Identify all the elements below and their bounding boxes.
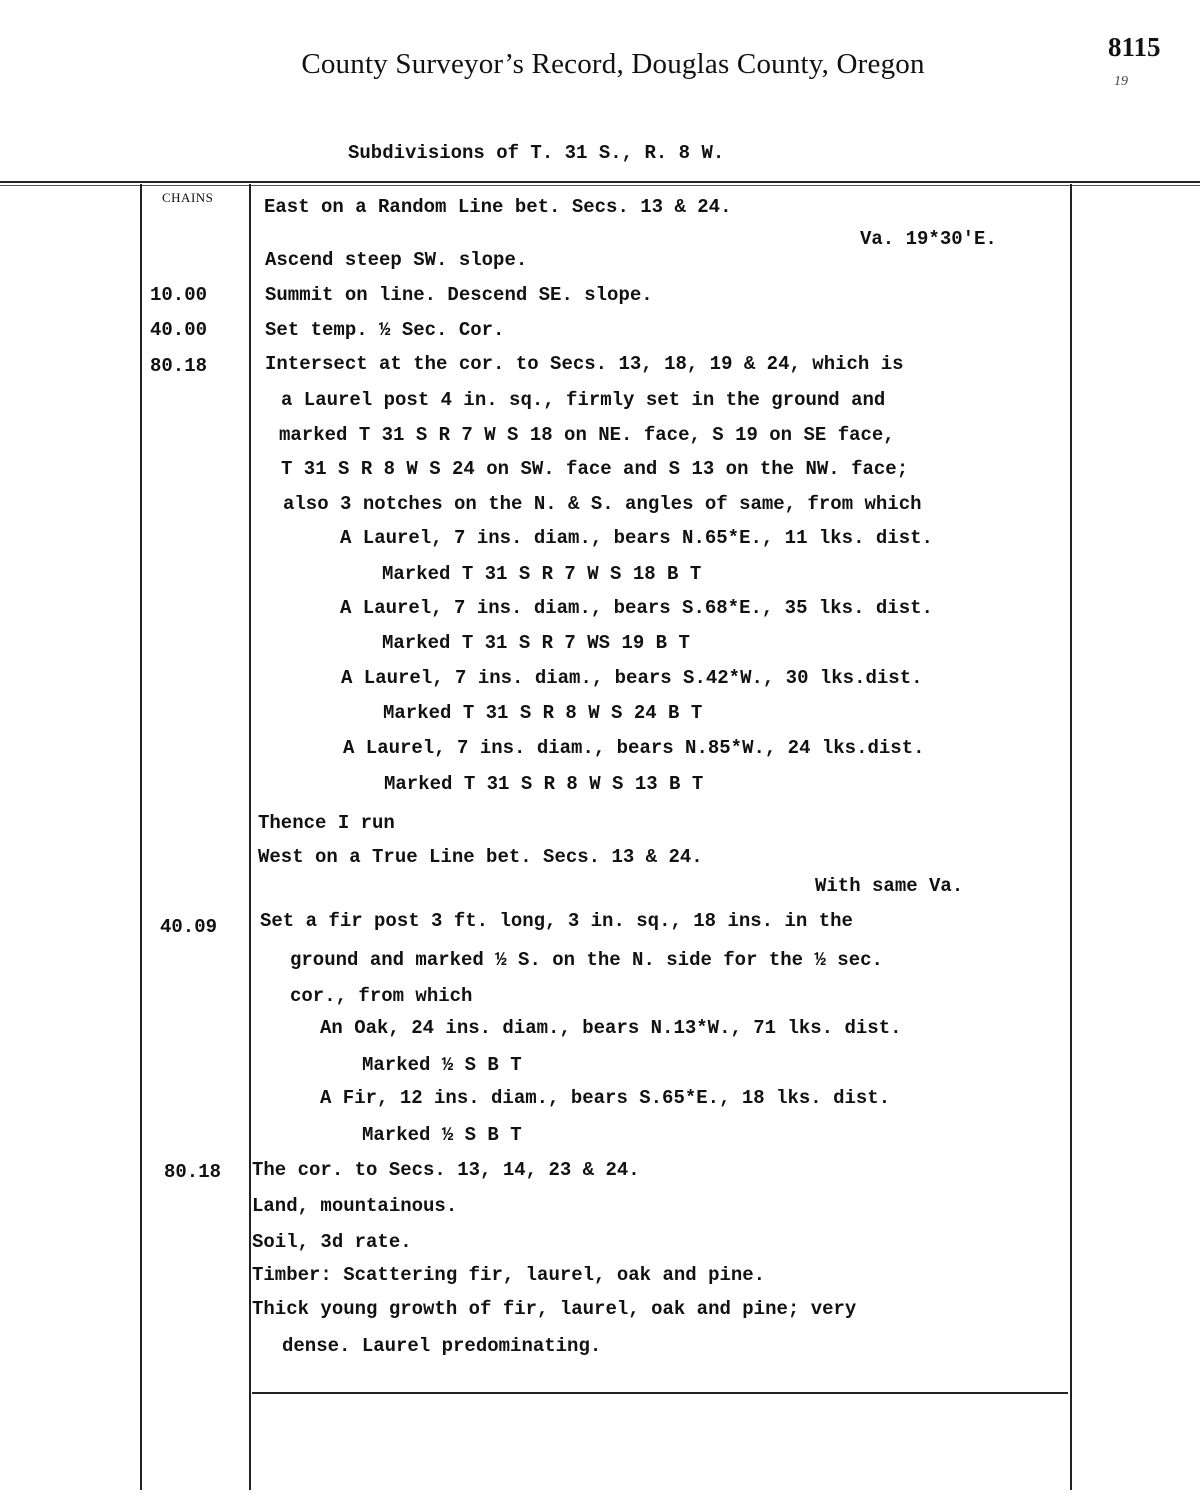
note-line: dense. Laurel predominating. — [282, 1335, 602, 1357]
note-line: T 31 S R 8 W S 24 on SW. face and S 13 on the NW. face; — [281, 458, 909, 480]
distance-entry: 40.00 — [150, 319, 208, 341]
note-line: Marked ½ S B T — [362, 1054, 522, 1076]
page-mark: 19 — [1114, 74, 1128, 89]
note-line: Soil, 3d rate. — [252, 1231, 412, 1253]
note-line: A Laurel, 7 ins. diam., bears N.85*W., 24 lks.dist. — [343, 737, 925, 759]
note-line: also 3 notches on the N. & S. angles of same, from which — [283, 493, 922, 515]
note-line: ground and marked ½ S. on the N. side for the ½ sec. — [290, 949, 883, 971]
left-margin-line — [140, 184, 142, 1490]
note-line: Set temp. ½ Sec. Cor. — [265, 319, 505, 341]
note-line: A Laurel, 7 ins. diam., bears S.68*E., 35 lks. dist. — [340, 597, 933, 619]
chains-column-divider — [249, 184, 251, 1490]
note-line: Marked T 31 S R 8 W S 24 B T — [383, 702, 703, 724]
header-rule-thin — [0, 185, 1200, 186]
note-line: A Laurel, 7 ins. diam., bears N.65*E., 11 lks. dist. — [340, 527, 933, 549]
record-title: County Surveyor’s Record, Douglas County, Oregon — [301, 48, 925, 80]
distance-entry: 10.00 — [150, 284, 208, 306]
note-line: Set a fir post 3 ft. long, 3 in. sq., 18 ins. in the — [260, 910, 853, 932]
header-rule — [0, 181, 1200, 183]
note-line: Land, mountainous. — [252, 1195, 458, 1217]
subdivision-title: Subdivisions of T. 31 S., R. 8 W. — [348, 142, 725, 164]
distance-entry: 80.18 — [150, 355, 208, 377]
note-line: marked T 31 S R 7 W S 18 on NE. face, S 19 on SE face, — [279, 424, 895, 446]
distance-entry: 40.09 — [160, 916, 218, 938]
note-line: Intersect at the cor. to Secs. 13, 18, 19 & 24, which is — [265, 353, 904, 375]
note-line: An Oak, 24 ins. diam., bears N.13*W., 71 lks. dist. — [320, 1017, 902, 1039]
chains-column-header: CHAINS — [162, 190, 214, 205]
note-line: Summit on line. Descend SE. slope. — [265, 284, 653, 306]
note-line: Marked T 31 S R 7 WS 19 B T — [382, 632, 690, 654]
distance-entry: 80.18 — [164, 1161, 222, 1183]
note-line: A Laurel, 7 ins. diam., bears S.42*W., 30 lks.dist. — [341, 667, 923, 689]
page-number: 8115 — [1108, 32, 1161, 62]
note-line: Thick young growth of fir, laurel, oak and pine; very — [252, 1298, 857, 1320]
end-rule — [252, 1392, 1068, 1394]
note-line: a Laurel post 4 in. sq., firmly set in the ground and — [281, 389, 886, 411]
note-line: Marked T 31 S R 7 W S 18 B T — [382, 563, 702, 585]
note-line: With same Va. — [815, 875, 964, 897]
note-line: Timber: Scattering fir, laurel, oak and pine. — [252, 1264, 766, 1286]
note-line: Va. 19*30'E. — [860, 228, 997, 250]
note-line: Ascend steep SW. slope. — [265, 249, 528, 271]
note-line: A Fir, 12 ins. diam., bears S.65*E., 18 lks. dist. — [320, 1087, 891, 1109]
right-margin-line — [1070, 184, 1072, 1490]
note-line: Marked ½ S B T — [362, 1124, 522, 1146]
note-line: cor., from which — [290, 985, 473, 1007]
note-line: East on a Random Line bet. Secs. 13 & 24. — [264, 196, 732, 218]
note-line: Thence I run — [258, 812, 395, 834]
note-line: Marked T 31 S R 8 W S 13 B T — [384, 773, 704, 795]
note-line: The cor. to Secs. 13, 14, 23 & 24. — [252, 1159, 640, 1181]
note-line: West on a True Line bet. Secs. 13 & 24. — [258, 846, 703, 868]
